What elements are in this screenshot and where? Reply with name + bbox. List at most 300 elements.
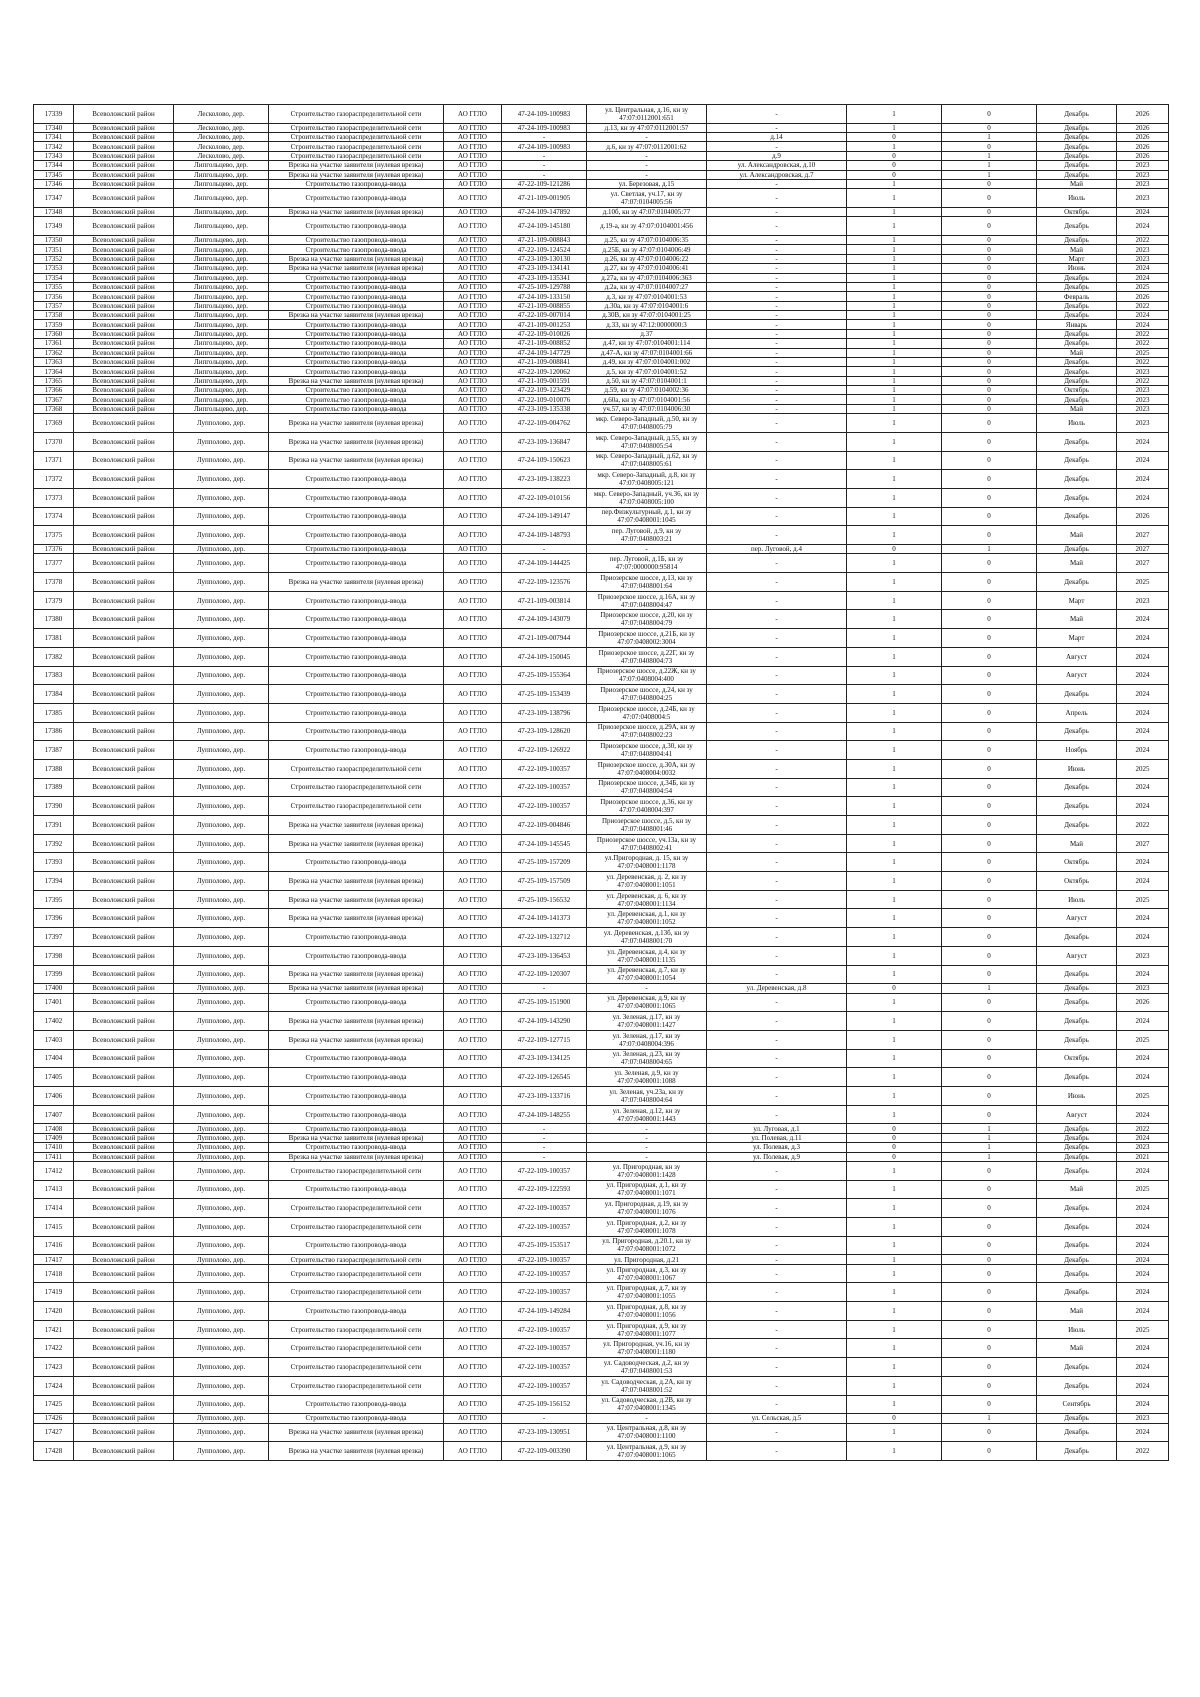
cell-address-no-application: ул. Полевая, д.9	[707, 1152, 847, 1161]
cell-number: 17421	[34, 1320, 74, 1339]
table-row	[34, 1255, 1169, 1264]
table-row	[34, 1012, 1169, 1031]
cell-application-id: 47-23-109-138223	[502, 470, 587, 489]
cell-year: 2022	[1117, 236, 1169, 245]
cell-count-a: 1	[847, 1358, 942, 1377]
cell-organization: АО ГГЛО	[444, 1152, 502, 1161]
cell-settlement: Лупполово, дер.	[174, 778, 269, 797]
cell-address-no-application: -	[707, 320, 847, 329]
cell-organization: АО ГГЛО	[444, 151, 502, 160]
cell-address: Приозерское шоссе, д.22Ж, кн зу 47:07:0408004:400	[587, 666, 707, 685]
cell-district: Всеволожский район	[74, 208, 174, 217]
cell-address-no-application: -	[707, 1358, 847, 1377]
cell-address-no-application: -	[707, 853, 847, 872]
cell-district: Всеволожский район	[74, 386, 174, 395]
cell-year: 2024	[1117, 1133, 1169, 1142]
cell-month: Май	[1037, 1302, 1117, 1321]
cell-count-b: 1	[942, 151, 1037, 160]
table-row	[34, 573, 1169, 592]
cell-organization: АО ГГЛО	[444, 703, 502, 722]
cell-address-no-application: -	[707, 1180, 847, 1199]
cell-settlement: Липгольцево, дер.	[174, 329, 269, 338]
cell-application-id: 47-25-109-151900	[502, 993, 587, 1012]
cell-month: Декабрь	[1037, 1199, 1117, 1218]
cell-year: 2024	[1117, 703, 1169, 722]
cell-month: Декабрь	[1037, 236, 1117, 245]
cell-address-no-application: -	[707, 245, 847, 254]
cell-count-a: 1	[847, 105, 942, 124]
cell-district: Всеволожский район	[74, 1087, 174, 1106]
cell-address: ул. Садоводческая, д.2В, кн зу 47:07:0408001:1345	[587, 1395, 707, 1414]
cell-count-b: 0	[942, 928, 1037, 947]
cell-address-no-application: -	[707, 1217, 847, 1236]
cell-work-type: Врезка на участке заявителя (нулевая врезка)	[269, 264, 444, 273]
cell-address-no-application: -	[707, 1395, 847, 1414]
cell-year: 2027	[1117, 554, 1169, 573]
cell-district: Всеволожский район	[74, 666, 174, 685]
cell-count-a: 1	[847, 245, 942, 254]
cell-application-id: 47-22-109-100357	[502, 1376, 587, 1395]
cell-application-id: 47-22-109-123576	[502, 573, 587, 592]
cell-settlement: Лупполово, дер.	[174, 1320, 269, 1339]
cell-count-b: 0	[942, 1199, 1037, 1218]
cell-number: 17390	[34, 797, 74, 816]
cell-year: 2022	[1117, 1124, 1169, 1133]
cell-address: -	[587, 1152, 707, 1161]
cell-organization: АО ГГЛО	[444, 1030, 502, 1049]
cell-address-no-application: -	[707, 591, 847, 610]
cell-month: Март	[1037, 629, 1117, 648]
cell-work-type: Строительство газопровода-ввода	[269, 591, 444, 610]
cell-settlement: Лупполово, дер.	[174, 1264, 269, 1283]
cell-application-id: 47-24-109-149284	[502, 1302, 587, 1321]
cell-organization: АО ГГЛО	[444, 1339, 502, 1358]
cell-number: 17371	[34, 451, 74, 470]
cell-settlement: Лупполово, дер.	[174, 685, 269, 704]
cell-count-b: 0	[942, 741, 1037, 760]
cell-address: д.49, кн зу 47:07:0104001:002	[587, 357, 707, 366]
cell-count-b: 0	[942, 1012, 1037, 1031]
cell-year: 2024	[1117, 647, 1169, 666]
cell-number: 17424	[34, 1376, 74, 1395]
cell-work-type: Строительство газопровода-ввода	[269, 339, 444, 348]
cell-month: Декабрь	[1037, 339, 1117, 348]
cell-month: Июнь	[1037, 759, 1117, 778]
cell-month: Декабрь	[1037, 1030, 1117, 1049]
cell-count-a: 1	[847, 179, 942, 188]
cell-address: д.47-А, кн зу 47:07:0104001:66	[587, 348, 707, 357]
cell-settlement: Лупполово, дер.	[174, 1423, 269, 1442]
cell-year: 2024	[1117, 629, 1169, 648]
cell-work-type: Строительство газораспределительной сети	[269, 759, 444, 778]
cell-organization: АО ГГЛО	[444, 816, 502, 835]
cell-year: 2026	[1117, 142, 1169, 151]
cell-number: 17423	[34, 1358, 74, 1377]
cell-organization: АО ГГЛО	[444, 161, 502, 170]
cell-work-type: Строительство газопровода-ввода	[269, 610, 444, 629]
cell-address-no-application: -	[707, 816, 847, 835]
cell-address: ул. Пригородная, д.8, кн зу 47:07:0408001:1056	[587, 1302, 707, 1321]
cell-settlement: Лупполово, дер.	[174, 759, 269, 778]
cell-settlement: Лупполово, дер.	[174, 1302, 269, 1321]
cell-organization: АО ГГЛО	[444, 909, 502, 928]
cell-work-type: Строительство газопровода-ввода	[269, 1143, 444, 1152]
cell-district: Всеволожский район	[74, 1236, 174, 1255]
cell-address: мкр. Северо-Западный, д.50, кн зу 47:07:0408005:79	[587, 414, 707, 433]
cell-application-id: 47-21-109-001253	[502, 320, 587, 329]
cell-organization: АО ГГЛО	[444, 647, 502, 666]
cell-settlement: Лупполово, дер.	[174, 1414, 269, 1423]
cell-settlement: Лупполово, дер.	[174, 1068, 269, 1087]
cell-address-no-application: пер. Луговой, д.4	[707, 545, 847, 554]
cell-address-no-application: -	[707, 872, 847, 891]
cell-settlement: Липгольцево, дер.	[174, 339, 269, 348]
cell-organization: АО ГГЛО	[444, 1283, 502, 1302]
cell-count-a: 1	[847, 376, 942, 385]
cell-work-type: Строительство газопровода-ввода	[269, 348, 444, 357]
cell-address-no-application: -	[707, 292, 847, 301]
cell-count-a: 1	[847, 554, 942, 573]
table-row	[34, 984, 1169, 993]
cell-count-b: 0	[942, 376, 1037, 385]
cell-address: Приозерское шоссе, д.30, кн зу 47:07:0408004:41	[587, 741, 707, 760]
cell-number: 17359	[34, 320, 74, 329]
cell-count-b: 0	[942, 367, 1037, 376]
cell-year: 2023	[1117, 984, 1169, 993]
table-row	[34, 1105, 1169, 1124]
cell-application-id: 47-24-109-143290	[502, 1012, 587, 1031]
cell-month: Май	[1037, 554, 1117, 573]
cell-district: Всеволожский район	[74, 432, 174, 451]
cell-number: 17403	[34, 1030, 74, 1049]
cell-number: 17375	[34, 526, 74, 545]
cell-address-no-application: -	[707, 1068, 847, 1087]
cell-district: Всеволожский район	[74, 816, 174, 835]
cell-address-no-application: -	[707, 451, 847, 470]
cell-application-id: 47-22-109-100357	[502, 1339, 587, 1358]
cell-organization: АО ГГЛО	[444, 142, 502, 151]
cell-organization: АО ГГЛО	[444, 264, 502, 273]
cell-application-id: 47-22-109-124524	[502, 245, 587, 254]
cell-year: 2024	[1117, 741, 1169, 760]
cell-district: Всеволожский район	[74, 1414, 174, 1423]
cell-number: 17356	[34, 292, 74, 301]
cell-year: 2022	[1117, 1442, 1169, 1461]
cell-organization: АО ГГЛО	[444, 946, 502, 965]
cell-organization: АО ГГЛО	[444, 451, 502, 470]
cell-count-a: 1	[847, 1442, 942, 1461]
cell-month: Декабрь	[1037, 273, 1117, 282]
cell-year: 2023	[1117, 946, 1169, 965]
cell-address: ул. Деревенская, д.1, кн зу 47:07:0408001:1052	[587, 909, 707, 928]
cell-count-b: 0	[942, 1030, 1037, 1049]
cell-count-a: 1	[847, 1012, 942, 1031]
table-row	[34, 301, 1169, 310]
cell-address: ул. Деревенская, д.13б, кн зу 47:07:0408001:70	[587, 928, 707, 947]
cell-month: Июнь	[1037, 264, 1117, 273]
table-row	[34, 722, 1169, 741]
cell-count-a: 1	[847, 834, 942, 853]
cell-count-a: 1	[847, 329, 942, 338]
cell-application-id: 47-22-109-121286	[502, 179, 587, 188]
cell-address: ул. Зеленая, д.17, кн зу 47:07:0408001:1427	[587, 1012, 707, 1031]
cell-count-a: 1	[847, 722, 942, 741]
cell-application-id: 47-23-109-135341	[502, 273, 587, 282]
cell-settlement: Лупполово, дер.	[174, 647, 269, 666]
cell-year: 2025	[1117, 1320, 1169, 1339]
table-row	[34, 834, 1169, 853]
cell-organization: АО ГГЛО	[444, 759, 502, 778]
cell-settlement: Лупполово, дер.	[174, 414, 269, 433]
cell-count-b: 1	[942, 984, 1037, 993]
cell-application-id: 47-22-109-100357	[502, 1161, 587, 1180]
cell-application-id: 47-24-109-145180	[502, 217, 587, 236]
cell-work-type: Строительство газопровода-ввода	[269, 1395, 444, 1414]
cell-address: ул. Зеленая, д.17, кн зу 47:07:0408004:396	[587, 1030, 707, 1049]
cell-number: 17409	[34, 1133, 74, 1142]
cell-organization: АО ГГЛО	[444, 1217, 502, 1236]
cell-settlement: Лупполово, дер.	[174, 1442, 269, 1461]
cell-count-a: 1	[847, 1339, 942, 1358]
cell-number: 17395	[34, 890, 74, 909]
cell-month: Декабрь	[1037, 151, 1117, 160]
cell-address-no-application: -	[707, 890, 847, 909]
cell-settlement: Липгольцево, дер.	[174, 217, 269, 236]
cell-address-no-application: -	[707, 909, 847, 928]
cell-year: 2025	[1117, 348, 1169, 357]
cell-district: Всеволожский район	[74, 1143, 174, 1152]
cell-address: д.59, кн зу 47:07:0104002:36	[587, 386, 707, 395]
cell-district: Всеволожский район	[74, 236, 174, 245]
table-row	[34, 339, 1169, 348]
cell-district: Всеволожский район	[74, 273, 174, 282]
cell-number: 17418	[34, 1264, 74, 1283]
cell-organization: АО ГГЛО	[444, 339, 502, 348]
cell-count-a: 1	[847, 254, 942, 263]
cell-district: Всеволожский район	[74, 414, 174, 433]
cell-settlement: Липгольцево, дер.	[174, 245, 269, 254]
cell-count-a: 0	[847, 1143, 942, 1152]
cell-year: 2024	[1117, 1199, 1169, 1218]
cell-address-no-application: -	[707, 236, 847, 245]
cell-count-a: 1	[847, 993, 942, 1012]
cell-count-a: 1	[847, 395, 942, 404]
cell-address-no-application: -	[707, 311, 847, 320]
cell-district: Всеволожский район	[74, 301, 174, 310]
cell-address: ул. Пригородная, д.2, кн зу 47:07:0408001:1078	[587, 1217, 707, 1236]
cell-settlement: Лупполово, дер.	[174, 507, 269, 526]
cell-count-a: 1	[847, 432, 942, 451]
cell-work-type: Врезка на участке заявителя (нулевая врезка)	[269, 816, 444, 835]
cell-work-type: Строительство газопровода-ввода	[269, 647, 444, 666]
cell-application-id: 47-22-109-127715	[502, 1030, 587, 1049]
cell-month: Декабрь	[1037, 1376, 1117, 1395]
cell-count-b: 0	[942, 853, 1037, 872]
cell-month: Ноябрь	[1037, 741, 1117, 760]
cell-settlement: Лупполово, дер.	[174, 1124, 269, 1133]
cell-count-b: 0	[942, 993, 1037, 1012]
cell-count-a: 1	[847, 264, 942, 273]
cell-organization: АО ГГЛО	[444, 386, 502, 395]
cell-organization: АО ГГЛО	[444, 189, 502, 208]
cell-application-id: 47-25-109-157209	[502, 853, 587, 872]
cell-district: Всеволожский район	[74, 311, 174, 320]
cell-settlement: Лупполово, дер.	[174, 573, 269, 592]
cell-month: Февраль	[1037, 292, 1117, 301]
cell-work-type: Строительство газораспределительной сети	[269, 1217, 444, 1236]
cell-district: Всеволожский район	[74, 573, 174, 592]
cell-organization: АО ГГЛО	[444, 170, 502, 179]
cell-count-b: 0	[942, 591, 1037, 610]
cell-application-id: 47-21-109-008855	[502, 301, 587, 310]
cell-year: 2024	[1117, 1255, 1169, 1264]
cell-application-id: -	[502, 1414, 587, 1423]
table-row	[34, 909, 1169, 928]
cell-count-b: 0	[942, 339, 1037, 348]
cell-address: ул. Пригородная, кн зу 47:07:0408001:1428	[587, 1161, 707, 1180]
cell-district: Всеволожский район	[74, 179, 174, 188]
cell-work-type: Врезка на участке заявителя (нулевая врезка)	[269, 890, 444, 909]
cell-address: мкр. Северо-Западный, д.8, кн зу 47:07:0408005:121	[587, 470, 707, 489]
cell-address-no-application: -	[707, 254, 847, 263]
cell-month: Декабрь	[1037, 1358, 1117, 1377]
cell-organization: АО ГГЛО	[444, 301, 502, 310]
cell-number: 17361	[34, 339, 74, 348]
cell-work-type: Строительство газопровода-ввода	[269, 292, 444, 301]
cell-application-id: 47-21-109-008843	[502, 236, 587, 245]
cell-district: Всеволожский район	[74, 1030, 174, 1049]
cell-district: Всеволожский район	[74, 1152, 174, 1161]
cell-address: -	[587, 1414, 707, 1423]
cell-number: 17386	[34, 722, 74, 741]
cell-number: 17417	[34, 1255, 74, 1264]
cell-application-id: 47-21-109-008852	[502, 339, 587, 348]
cell-count-a: 0	[847, 170, 942, 179]
cell-count-a: 1	[847, 348, 942, 357]
cell-settlement: Лупполово, дер.	[174, 1161, 269, 1180]
cell-month: Май	[1037, 348, 1117, 357]
cell-year: 2025	[1117, 759, 1169, 778]
cell-address: Приозерское шоссе, д.24, кн зу 47:07:0408004:25	[587, 685, 707, 704]
cell-work-type: Врезка на участке заявителя (нулевая врезка)	[269, 1133, 444, 1142]
cell-work-type: Строительство газопровода-ввода	[269, 357, 444, 366]
cell-address: Приозерское шоссе, д.20, кн зу 47:07:0408004:79	[587, 610, 707, 629]
cell-address: ул. Пригородная, уч.16, кн зу 47:07:0408001:1180	[587, 1339, 707, 1358]
cell-year: 2025	[1117, 1180, 1169, 1199]
cell-number: 17425	[34, 1395, 74, 1414]
cell-address-no-application: -	[707, 217, 847, 236]
cell-application-id: -	[502, 151, 587, 160]
table-row	[34, 1133, 1169, 1142]
cell-address: ул. Садоводческая, д.2, кн зу 47:07:0408001:53	[587, 1358, 707, 1377]
cell-count-b: 0	[942, 329, 1037, 338]
table-row	[34, 348, 1169, 357]
cell-count-a: 1	[847, 1087, 942, 1106]
cell-count-a: 1	[847, 1264, 942, 1283]
cell-count-a: 1	[847, 1180, 942, 1199]
cell-count-b: 0	[942, 357, 1037, 366]
cell-address-no-application: -	[707, 1320, 847, 1339]
cell-district: Всеволожский район	[74, 526, 174, 545]
table-row	[34, 161, 1169, 170]
cell-count-b: 0	[942, 816, 1037, 835]
cell-count-a: 1	[847, 208, 942, 217]
cell-organization: АО ГГЛО	[444, 404, 502, 413]
cell-year: 2026	[1117, 507, 1169, 526]
cell-address-no-application: -	[707, 367, 847, 376]
cell-application-id: 47-23-109-133716	[502, 1087, 587, 1106]
cell-district: Всеволожский район	[74, 993, 174, 1012]
cell-month: Май	[1037, 404, 1117, 413]
cell-year: 2027	[1117, 545, 1169, 554]
cell-count-a: 1	[847, 1236, 942, 1255]
cell-count-a: 1	[847, 965, 942, 984]
table-row	[34, 264, 1169, 273]
cell-year: 2024	[1117, 1217, 1169, 1236]
table-row	[34, 591, 1169, 610]
cell-address: ул. Пригородная, д.19, кн зу 47:07:0408001:1076	[587, 1199, 707, 1218]
table-row	[34, 404, 1169, 413]
cell-organization: АО ГГЛО	[444, 1180, 502, 1199]
table-row	[34, 545, 1169, 554]
cell-application-id: 47-21-109-001591	[502, 376, 587, 385]
cell-month: Декабрь	[1037, 282, 1117, 291]
table-row	[34, 703, 1169, 722]
cell-count-b: 1	[942, 170, 1037, 179]
cell-count-a: 1	[847, 357, 942, 366]
cell-year: 2026	[1117, 105, 1169, 124]
cell-work-type: Строительство газопровода-ввода	[269, 282, 444, 291]
cell-number: 17405	[34, 1068, 74, 1087]
cell-address-no-application: ул. Сельская, д.5	[707, 1414, 847, 1423]
table-row	[34, 1068, 1169, 1087]
cell-application-id: 47-22-109-126922	[502, 741, 587, 760]
cell-address-no-application: -	[707, 329, 847, 338]
cell-number: 17397	[34, 928, 74, 947]
cell-district: Всеволожский район	[74, 797, 174, 816]
cell-address: ул. Деревенская, д.4, кн зу 47:07:0408001:1135	[587, 946, 707, 965]
cell-count-b: 0	[942, 1264, 1037, 1283]
cell-district: Всеволожский район	[74, 928, 174, 947]
cell-count-b: 0	[942, 759, 1037, 778]
cell-settlement: Липгольцево, дер.	[174, 179, 269, 188]
cell-number: 17404	[34, 1049, 74, 1068]
cell-month: Май	[1037, 245, 1117, 254]
cell-settlement: Лупполово, дер.	[174, 946, 269, 965]
cell-number: 17413	[34, 1180, 74, 1199]
cell-year: 2022	[1117, 816, 1169, 835]
cell-work-type: Врезка на участке заявителя (нулевая врезка)	[269, 1012, 444, 1031]
cell-organization: АО ГГЛО	[444, 329, 502, 338]
cell-year: 2024	[1117, 928, 1169, 947]
cell-number: 17353	[34, 264, 74, 273]
cell-year: 2023	[1117, 395, 1169, 404]
cell-address: Приозерское шоссе, д.34Б, кн зу 47:07:0408004:54	[587, 778, 707, 797]
table-row	[34, 189, 1169, 208]
cell-count-b: 0	[942, 890, 1037, 909]
cell-year: 2024	[1117, 965, 1169, 984]
cell-number: 17349	[34, 217, 74, 236]
cell-address: -	[587, 170, 707, 179]
cell-count-a: 1	[847, 1283, 942, 1302]
cell-count-b: 0	[942, 872, 1037, 891]
cell-number: 17402	[34, 1012, 74, 1031]
cell-work-type: Строительство газораспределительной сети	[269, 778, 444, 797]
cell-settlement: Лупполово, дер.	[174, 1180, 269, 1199]
cell-settlement: Лупполово, дер.	[174, 1376, 269, 1395]
cell-application-id: 47-22-109-100357	[502, 778, 587, 797]
cell-district: Всеволожский район	[74, 133, 174, 142]
